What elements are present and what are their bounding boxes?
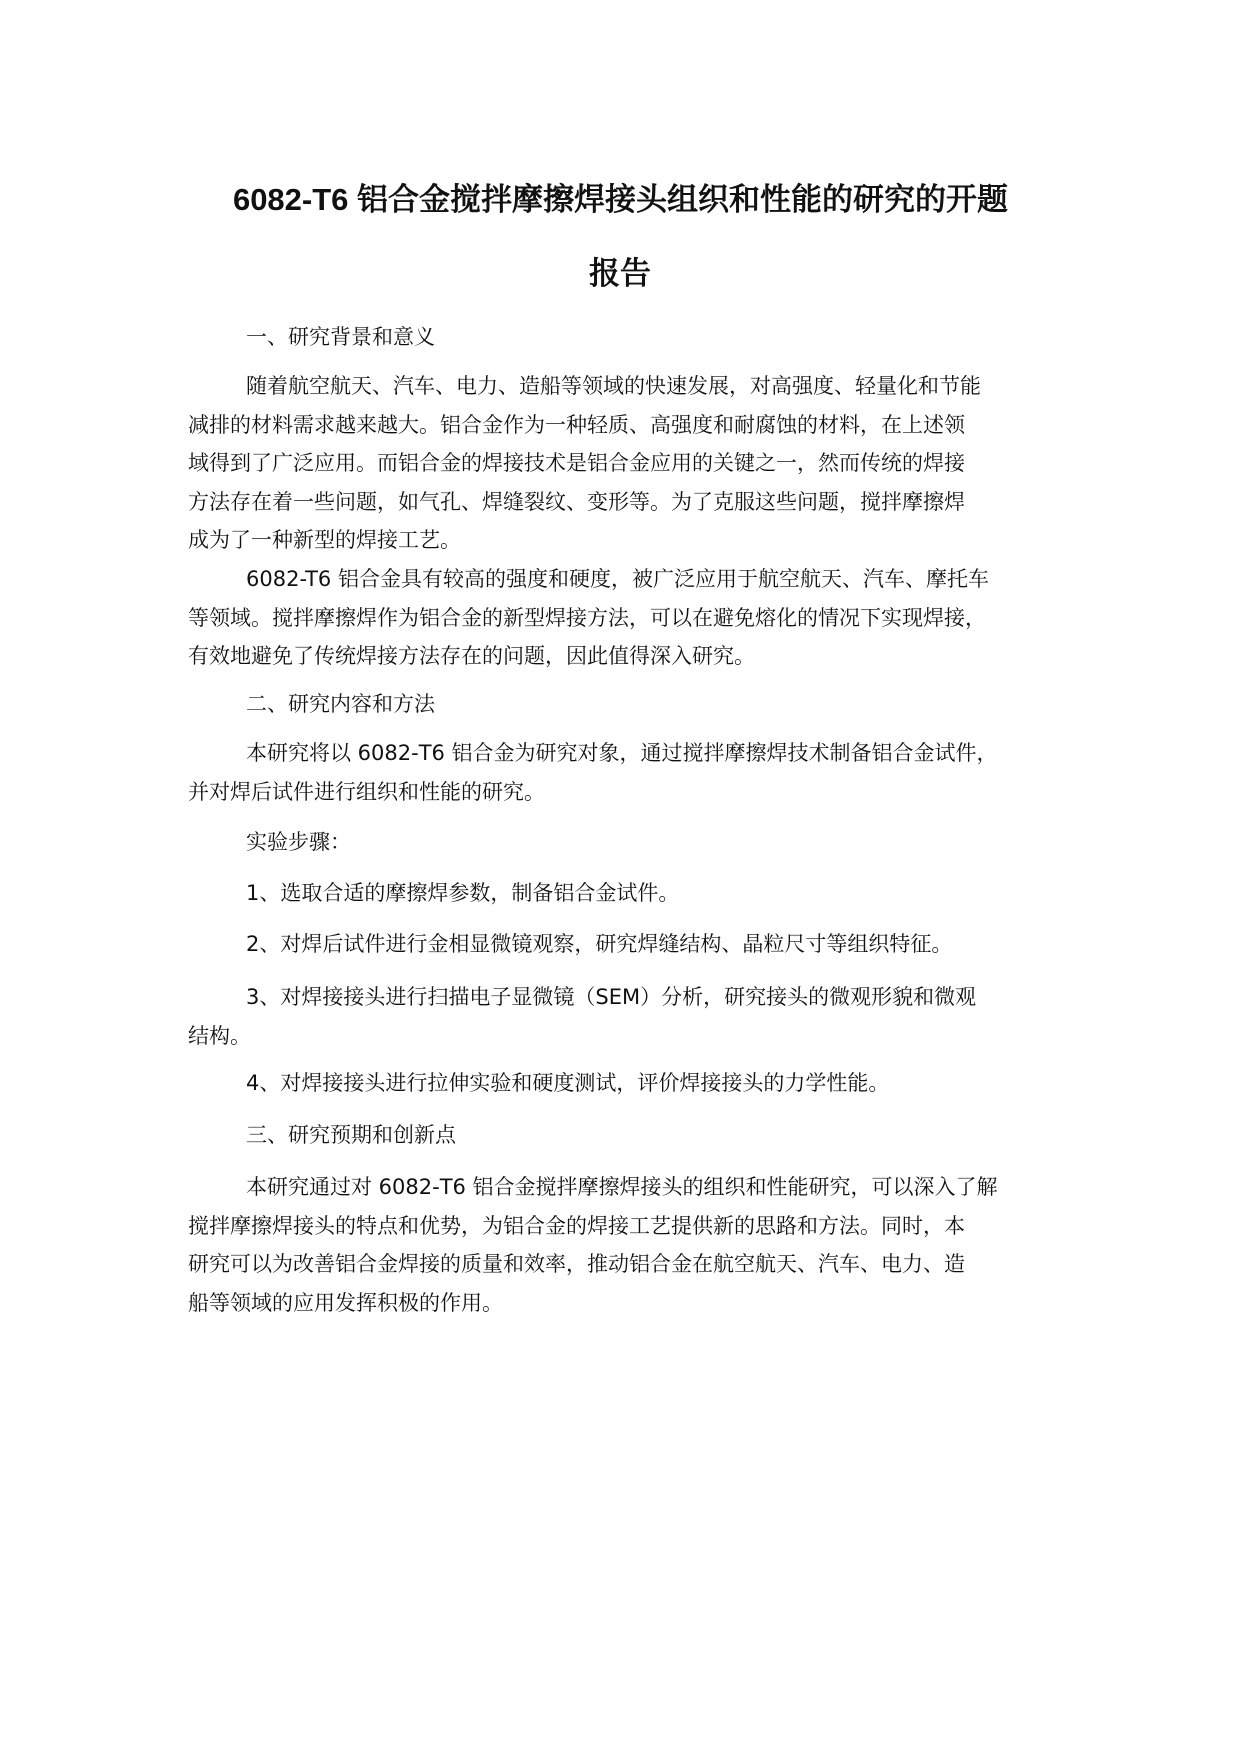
- paragraph-line: 6082-T6 铝合金具有较高的强度和硬度，被广泛应用于航空航天、汽车、摩托车: [246, 567, 989, 591]
- list-item: 1、选取合适的摩擦焊参数，制备铝合金试件。: [246, 881, 680, 905]
- paragraph-line: 成为了一种新型的焊接工艺。: [188, 528, 461, 553]
- section-heading-content: [188, 685, 1073, 724]
- paragraph-line: 本研究将以 6082-T6 铝合金为研究对象，通过搅拌摩擦焊技术制备铝合金试件，: [246, 741, 998, 765]
- paragraph-line: 搅拌摩擦焊接头的特点和优势，为铝合金的焊接工艺提供新的思路和方法。同时，本: [188, 1213, 965, 1238]
- paragraph-line: 研究可以为改善铝合金焊接的质量和效率，推动铝合金在航空航天、汽车、电力、造: [188, 1252, 965, 1277]
- step-3: [188, 978, 1073, 1055]
- paragraph-line: 域得到了广泛应用。而铝合金的焊接技术是铝合金应用的关键之一，然而传统的焊接: [188, 451, 965, 476]
- paragraph-line: 并对焊后试件进行组织和性能的研究。: [188, 779, 545, 804]
- steps-heading-block: [188, 823, 1073, 862]
- document-title-continued: 报告: [589, 256, 651, 291]
- list-item: 3、对焊接接头进行扫描电子显微镜（SEM）分析，研究接头的微观形貌和微观: [246, 985, 977, 1009]
- section-heading: 三、研究预期和创新点: [246, 1123, 456, 1147]
- section-heading: 二、研究内容和方法: [246, 692, 435, 716]
- paragraph-line: 方法存在着一些问题，如气孔、焊缝裂纹、变形等。为了克服这些问题，搅拌摩擦焊: [188, 489, 965, 514]
- paragraph-line: 减排的材料需求越来越大。铝合金作为一种轻质、高强度和耐腐蚀的材料，在上述领: [188, 412, 965, 437]
- section-heading: 一、研究背景和意义: [246, 325, 435, 349]
- paragraph-line: 等领域。搅拌摩擦焊作为铝合金的新型焊接方法，可以在避免熔化的情况下实现焊接，: [188, 605, 986, 630]
- paragraph-line: 随着航空航天、汽车、电力、造船等领域的快速发展，对高强度、轻量化和节能: [246, 374, 981, 398]
- step-1: [188, 874, 1073, 913]
- list-item: 2、对焊后试件进行金相显微镜观察，研究焊缝结构、晶粒尺寸等组织特征。: [246, 932, 953, 956]
- section-heading-background: [188, 318, 1073, 357]
- paragraph-line: 本研究通过对 6082-T6 铝合金搅拌摩擦焊接头的组织和性能研究，可以深入了解: [246, 1175, 998, 1199]
- paragraph-line: 有效地避免了传统焊接方法存在的问题，因此值得深入研究。: [188, 644, 755, 669]
- paragraph-expectations: [188, 1168, 1073, 1322]
- step-4: [188, 1064, 1073, 1103]
- list-item-continued: 结构。: [188, 1023, 251, 1048]
- paragraph-background: [188, 367, 1073, 560]
- step-2: [188, 925, 1073, 964]
- section-heading-expectations: [188, 1116, 1073, 1155]
- list-item: 4、对焊接接头进行拉伸实验和硬度测试，评价焊接接头的力学性能。: [246, 1071, 890, 1095]
- document-title: 6082-T6 铝合金搅拌摩擦焊接头组织和性能的研究的开题: [232, 182, 1009, 217]
- paragraph-content: [188, 734, 1073, 811]
- steps-heading: 实验步骤：: [246, 830, 351, 854]
- paragraph-line: 船等领域的应用发挥积极的作用。: [188, 1290, 503, 1315]
- paragraph-properties: [188, 560, 1073, 676]
